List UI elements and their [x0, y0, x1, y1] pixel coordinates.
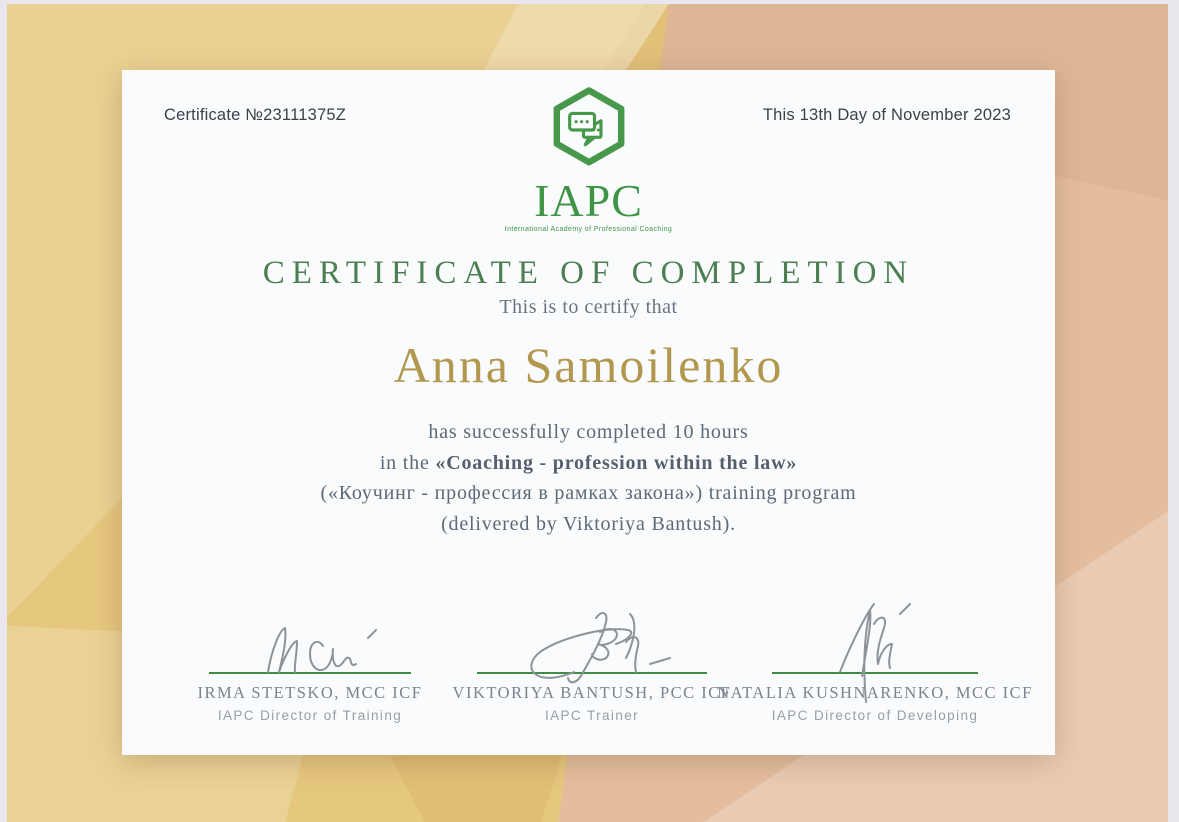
- signature-scribble-icon: [770, 598, 980, 706]
- certify-subtitle: This is to certify that: [499, 296, 678, 318]
- signature-block-irma-stetsko: [180, 616, 440, 723]
- signature-scribble-icon: [210, 616, 410, 678]
- body-line-program-ru: («Коучинг - профессия в рамках закона») training program: [320, 482, 857, 504]
- certificate-header: [164, 106, 1011, 125]
- certificate-body: [320, 417, 856, 539]
- body-line-prefix: in the: [379, 451, 436, 474]
- signatory-role: IAPC Trainer: [544, 708, 640, 723]
- signature-area: [122, 573, 1055, 723]
- signature-block-natalia-kushnarenko: [717, 598, 1033, 723]
- signatory-name: NATALIA KUSHNARENKO, MCC ICF: [717, 683, 1033, 702]
- hexagon-speech-bubbles-icon: [543, 84, 635, 176]
- certificate-card: [122, 70, 1055, 755]
- body-line-delivered-by: (delivered by Viktoriya Bantush).: [441, 512, 736, 535]
- recipient-name: Anna Samoilenko: [393, 337, 784, 393]
- iapc-wordmark: IAPC: [534, 175, 643, 226]
- signatory-role: IAPC Director of Developing: [771, 708, 979, 723]
- certificate-number: Certificate №23111375Z: [164, 106, 347, 124]
- signatory-name: VIKTORIYA BANTUSH, PCC ICF: [452, 683, 732, 702]
- signatory-name: IRMA STETSKO, MCC ICF: [197, 683, 423, 702]
- body-line-hours: has successfully completed 10 hours: [428, 421, 749, 443]
- body-line-program-en: [320, 448, 856, 479]
- certificate-date: This 13th Day of November 2023: [762, 106, 1011, 124]
- certificate-title: CERTIFICATE OF COMPLETION: [262, 255, 915, 291]
- signature-scribble-icon: [478, 602, 706, 688]
- signature-block-viktoriya-bantush: [452, 602, 732, 723]
- iapc-tagline: International Academy of Professional Coaching: [504, 226, 673, 233]
- program-title-emphasis: «Coaching - profession within the law»: [435, 451, 798, 474]
- signatory-role: IAPC Director of Training: [217, 708, 403, 723]
